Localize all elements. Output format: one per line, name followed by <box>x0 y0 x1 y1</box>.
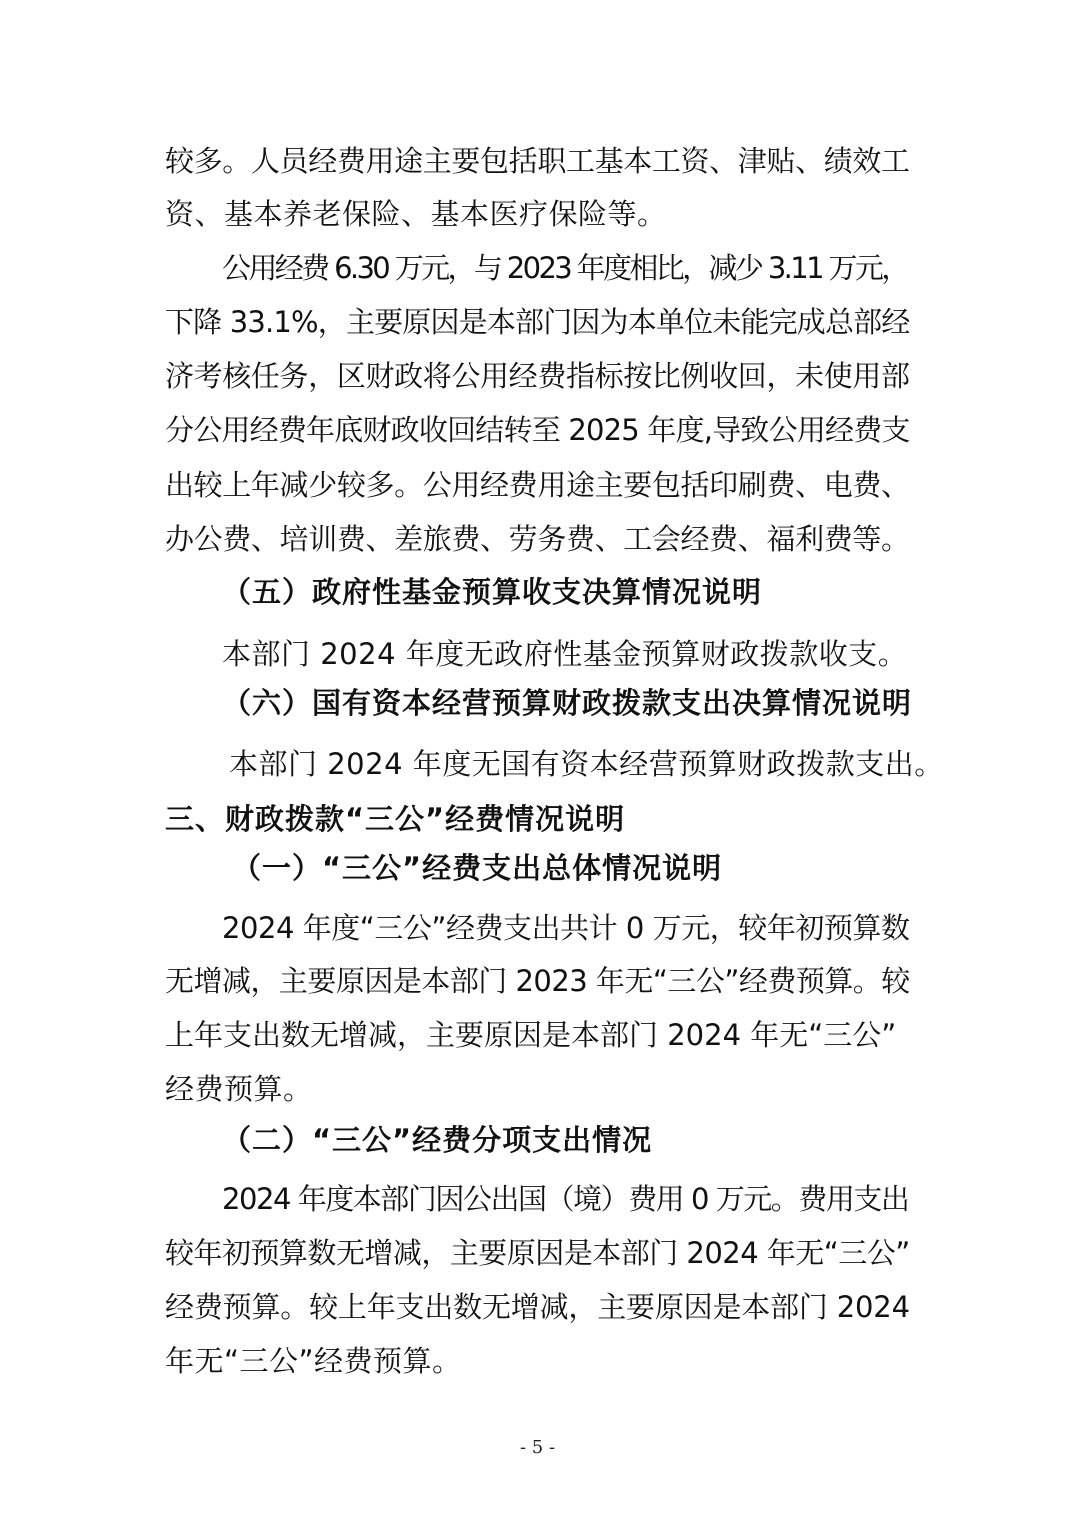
section-heading-two: （二）“三公”经费分项支出情况 <box>222 1123 653 1157</box>
paragraph-line: 上年支出数无增减，主要原因是本部门 2024 年无“三公” <box>165 1018 897 1052</box>
paragraph-line: 2024 年度“三公”经费支出共计 0 万元，较年初预算数 <box>222 911 910 945</box>
paragraph-line: 下降 33.1%，主要原因是本部门因为本单位未能完成总部经 <box>165 305 910 339</box>
paragraph-line: 出较上年减少较多。公用经费用途主要包括印刷费、电费、 <box>165 468 910 502</box>
paragraph-line: 本部门 2024 年度无国有资本经营预算财政拨款支出。 <box>229 747 944 781</box>
section-heading-one: （一）“三公”经费支出总体情况说明 <box>232 851 723 885</box>
page-number: - 5 - <box>519 1437 556 1458</box>
paragraph-line: 济考核任务，区财政将公用经费指标按比例收回，未使用部 <box>165 359 910 393</box>
paragraph-line: 经费预算。 <box>165 1072 313 1106</box>
paragraph-line: 无增减，主要原因是本部门 2023 年无“三公”经费预算。较 <box>165 964 910 998</box>
paragraph-line: 本部门 2024 年度无政府性基金预算财政拨款收支。 <box>222 637 908 671</box>
paragraph-line: 较年初预算数无增减，主要原因是本部门 2024 年无“三公” <box>165 1236 910 1270</box>
paragraph-line: 2024 年度本部门因公出国（境）费用 0 万元。费用支出 <box>222 1182 909 1216</box>
paragraph-line: 年无“三公”经费预算。 <box>165 1344 462 1378</box>
section-heading-six: （六）国有资本经营预算财政拨款支出决算情况说明 <box>222 686 913 720</box>
paragraph-line: 较多。人员经费用途主要包括职工基本工资、津贴、绩效工 <box>165 144 910 178</box>
paragraph-line: 资、基本养老保险、基本医疗保险等。 <box>165 197 667 231</box>
chapter-heading-three: 三、财政拨款“三公”经费情况说明 <box>165 802 626 836</box>
paragraph-line: 办公费、培训费、差旅费、劳务费、工会经费、福利费等。 <box>165 522 910 556</box>
paragraph-line: 公用经费 6.30 万元，与 2023 年度相比，减少 3.11 万元， <box>222 251 908 285</box>
section-heading-five: （五）政府性基金预算收支决算情况说明 <box>222 575 763 609</box>
paragraph-line: 分公用经费年底财政收回结转至 2025 年度,导致公用经费支 <box>165 413 910 447</box>
paragraph-line: 经费预算。较上年支出数无增减，主要原因是本部门 2024 <box>165 1290 910 1324</box>
